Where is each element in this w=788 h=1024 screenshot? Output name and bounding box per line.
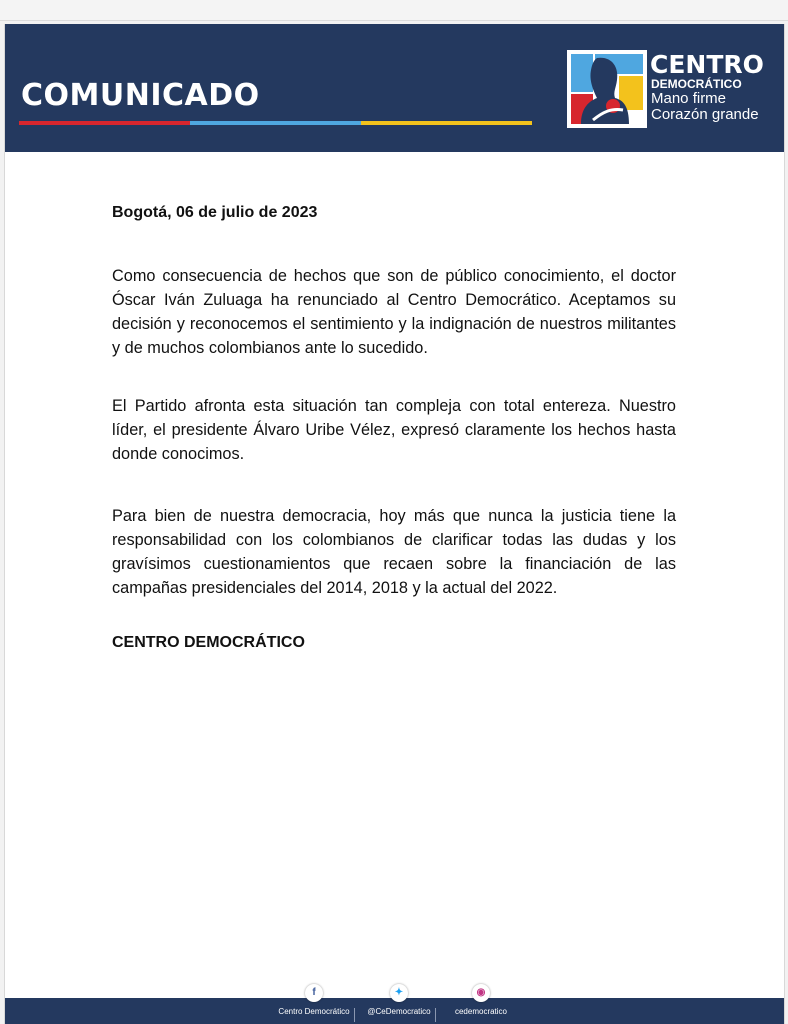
party-logo [567, 50, 777, 130]
logo-line-democratico: DEMOCRÁTICO [651, 77, 742, 91]
party-logo-icon [567, 50, 647, 128]
twitter-icon: ✦ [394, 987, 404, 998]
social-instagram [441, 984, 521, 1016]
social-label: @CeDemocratico [367, 1007, 431, 1016]
header-title: COMUNICADO [21, 78, 260, 113]
social-label: cedemocratico [454, 1007, 508, 1016]
logo-text [650, 52, 764, 123]
logo-line-centro: CENTRO [650, 50, 764, 79]
paragraph-3: Para bien de nuestra democracia, hoy más que nunca la justicia tiene la responsabilidad con los colombianos de clarificar todas las dudas y los gravísimos cuestionamientos que recaen sobre la financiación de las campañas presidenciales del 2014, 2018 y la actual del 2022. [112, 507, 676, 597]
document-page [4, 24, 785, 1024]
paragraph-1: Como consecuencia de hechos que son de público conocimiento, el doctor Óscar Iván Zuluaga ha renunciado al Centro Democrático. Aceptamos su decisión y reconocemos el sentimiento y la indignación de nuestros militantes y de muchos colombianos ante lo sucedido. [112, 267, 676, 357]
facebook-icon: f [312, 987, 316, 998]
logo-slogan-1: Mano firme [651, 90, 727, 107]
stripe-yellow [361, 121, 532, 125]
letter-date: Bogotá, 06 de julio de 2023 [112, 204, 318, 221]
paragraph-2: El Partido afronta esta situación tan compleja con total entereza. Nuestro líder, el presidente Álvaro Uribe Vélez, expresó claramente los hechos hasta donde conocimos. [112, 397, 676, 463]
social-facebook [274, 984, 354, 1016]
instagram-icon: ◉ [476, 987, 486, 998]
footer-divider [435, 1008, 436, 1022]
stripe-red [19, 121, 190, 125]
letter-signature: CENTRO DEMOCRÁTICO [112, 634, 305, 651]
footer-divider [354, 1008, 355, 1022]
stripe-blue [190, 121, 361, 125]
letterhead-header [5, 24, 784, 152]
viewer-top-bar [0, 0, 788, 21]
social-label: Centro Democrático [278, 1007, 350, 1016]
logo-slogan-2: Corazón grande [651, 106, 759, 123]
social-twitter [359, 984, 439, 1016]
